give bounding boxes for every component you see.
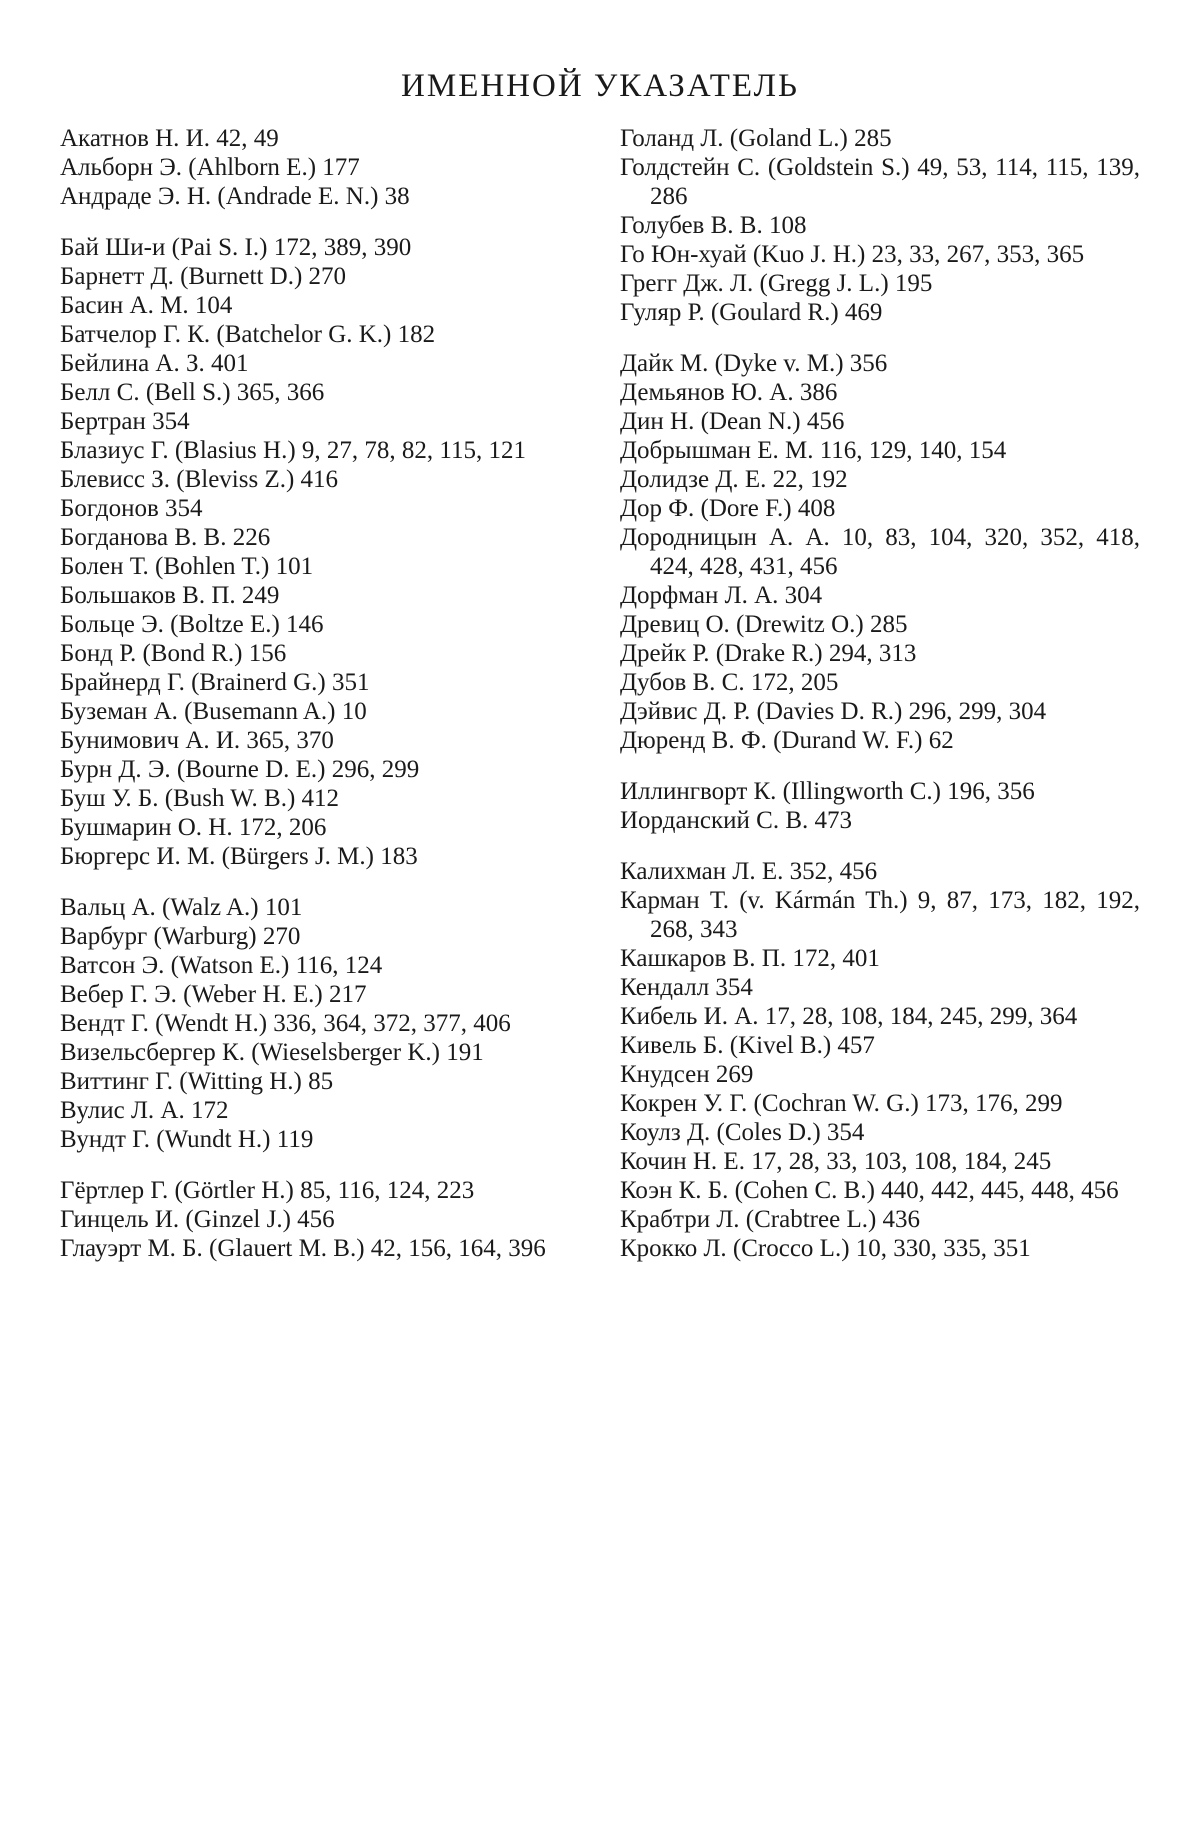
index-entry: Дор Ф. (Dore F.) 408 xyxy=(620,495,836,522)
index-entry: Большаков В. П. 249 xyxy=(60,582,280,609)
page-title: ИМЕННОЙ УКАЗАТЕЛЬ xyxy=(401,68,799,105)
index-entry: Голанд Л. (Goland L.) 285 xyxy=(620,125,892,152)
index-letter-group xyxy=(620,857,1140,1263)
index-entry: Дорфман Л. А. 304 xyxy=(620,582,823,609)
index-letter-group xyxy=(60,893,580,1154)
index-entry: Варбург (Warburg) 270 xyxy=(60,923,301,950)
index-entry: Альборн Э. (Ahlborn E.) 177 xyxy=(60,154,360,181)
index-entry: Барнетт Д. (Burnett D.) 270 xyxy=(60,263,347,290)
index-entry: Голдстейн С. (Goldstein S.) 49, 53, 114, 115, 139, 286 xyxy=(620,154,1140,210)
index-entry: Глауэрт М. Б. (Glauert M. B.) 42, 156, 164, 396 xyxy=(60,1235,546,1262)
index-letter-group xyxy=(620,349,1140,755)
index-entry: Бунимович А. И. 365, 370 xyxy=(60,727,334,754)
index-entry: Иллингворт К. (Illingworth C.) 196, 356 xyxy=(620,778,1035,805)
index-entry: Го Юн-хуай (Kuo J. H.) 23, 33, 267, 353, 365 xyxy=(620,241,1085,268)
index-entry: Кендалл 354 xyxy=(620,974,753,1001)
index-entry: Дин Н. (Dean N.) 456 xyxy=(620,408,845,435)
index-letter-group xyxy=(620,777,1140,835)
index-column-left xyxy=(60,124,580,1263)
index-entry: Древиц О. (Drewitz O.) 285 xyxy=(620,611,908,638)
index-entry: Дайк М. (Dyke v. M.) 356 xyxy=(620,350,888,377)
index-entry: Бейлина А. З. 401 xyxy=(60,350,249,377)
index-entry: Коэн К. Б. (Cohen C. B.) 440, 442, 445, 448, 456 xyxy=(620,1177,1119,1204)
index-entry: Дюренд В. Ф. (Durand W. F.) 62 xyxy=(620,727,954,754)
index-entry: Акатнов Н. И. 42, 49 xyxy=(60,125,279,152)
index-letter-group xyxy=(60,124,580,211)
index-entry: Дубов В. С. 172, 205 xyxy=(620,669,839,696)
index-entry: Бюргерс И. М. (Bürgers J. M.) 183 xyxy=(60,843,418,870)
index-entry: Гёртлер Г. (Görtler H.) 85, 116, 124, 223 xyxy=(60,1177,475,1204)
index-entry: Виттинг Г. (Witting H.) 85 xyxy=(60,1068,334,1095)
index-entry: Кокрен У. Г. (Cochran W. G.) 173, 176, 299 xyxy=(620,1090,1063,1117)
index-entry: Богданова В. В. 226 xyxy=(60,524,271,551)
index-entry: Вальц А. (Walz A.) 101 xyxy=(60,894,303,921)
index-entry: Дрейк Р. (Drake R.) 294, 313 xyxy=(620,640,917,667)
index-entry: Бушмарин О. Н. 172, 206 xyxy=(60,814,327,841)
index-entry: Кочин Н. Е. 17, 28, 33, 103, 108, 184, 245 xyxy=(620,1148,1052,1175)
index-entry: Гинцель И. (Ginzel J.) 456 xyxy=(60,1206,335,1233)
index-letter-group xyxy=(620,124,1140,327)
index-entry: Богдонов 354 xyxy=(60,495,203,522)
index-entry: Кибель И. А. 17, 28, 108, 184, 245, 299, 364 xyxy=(620,1003,1078,1030)
index-letter-group xyxy=(60,233,580,871)
index-entry: Буземан А. (Busemann A.) 10 xyxy=(60,698,367,725)
index-entry: Коулз Д. (Coles D.) 354 xyxy=(620,1119,865,1146)
index-entry: Карман Т. (v. Kármán Th.) 9, 87, 173, 182, 192, 268, 343 xyxy=(620,887,1140,943)
index-entry: Ватсон Э. (Watson E.) 116, 124 xyxy=(60,952,383,979)
index-entry: Вундт Г. (Wundt H.) 119 xyxy=(60,1126,314,1153)
index-entry: Батчелор Г. К. (Batchelor G. K.) 182 xyxy=(60,321,436,348)
index-entry: Блевисс З. (Bleviss Z.) 416 xyxy=(60,466,339,493)
index-entry: Вулис Л. А. 172 xyxy=(60,1097,229,1124)
index-column-right xyxy=(620,124,1140,1263)
index-entry: Болен Т. (Bohlen T.) 101 xyxy=(60,553,314,580)
index-entry: Калихман Л. Е. 352, 456 xyxy=(620,858,878,885)
index-entry: Долидзе Д. Е. 22, 192 xyxy=(620,466,848,493)
index-entry: Дородницын А. А. 10, 83, 104, 320, 352, 418, 424, 428, 431, 456 xyxy=(620,524,1140,580)
index-entry: Кашкаров В. П. 172, 401 xyxy=(620,945,880,972)
index-letter-group xyxy=(60,1176,580,1263)
index-entry: Добрышман Е. М. 116, 129, 140, 154 xyxy=(620,437,1007,464)
index-entry: Басин А. М. 104 xyxy=(60,292,233,319)
index-entry: Белл С. (Bell S.) 365, 366 xyxy=(60,379,325,406)
index-entry: Кнудсен 269 xyxy=(620,1061,754,1088)
index-entry: Буш У. Б. (Bush W. B.) 412 xyxy=(60,785,340,812)
index-entry: Крабтри Л. (Crabtree L.) 436 xyxy=(620,1206,921,1233)
index-entry: Бертран 354 xyxy=(60,408,190,435)
index-entry: Вендт Г. (Wendt H.) 336, 364, 372, 377, 406 xyxy=(60,1010,511,1037)
index-entry: Крокко Л. (Crocco L.) 10, 330, 335, 351 xyxy=(620,1235,1031,1262)
index-entry: Кивель Б. (Kivel B.) 457 xyxy=(620,1032,875,1059)
index-entry: Гуляр Р. (Goulard R.) 469 xyxy=(620,299,883,326)
index-entry: Дэйвис Д. Р. (Davies D. R.) 296, 299, 304 xyxy=(620,698,1047,725)
index-entry: Визельсбергер К. (Wieselsberger K.) 191 xyxy=(60,1039,484,1066)
index-entry: Иорданский С. В. 473 xyxy=(620,807,853,834)
index-entry: Грегг Дж. Л. (Gregg J. L.) 195 xyxy=(620,270,933,297)
index-entry: Бурн Д. Э. (Bourne D. E.) 296, 299 xyxy=(60,756,420,783)
index-entry: Блазиус Г. (Blasius H.) 9, 27, 78, 82, 115, 121 xyxy=(60,437,526,464)
index-entry: Бай Ши-и (Pai S. I.) 172, 389, 390 xyxy=(60,234,412,261)
index-entry: Брайнерд Г. (Brainerd G.) 351 xyxy=(60,669,370,696)
index-entry: Бонд Р. (Bond R.) 156 xyxy=(60,640,287,667)
index-entry: Андраде Э. Н. (Andrade E. N.) 38 xyxy=(60,183,410,210)
index-entry: Голубев В. В. 108 xyxy=(620,212,807,239)
index-entry: Вебер Г. Э. (Weber H. E.) 217 xyxy=(60,981,367,1008)
index-entry: Демьянов Ю. А. 386 xyxy=(620,379,838,406)
index-entry: Больце Э. (Boltze E.) 146 xyxy=(60,611,324,638)
